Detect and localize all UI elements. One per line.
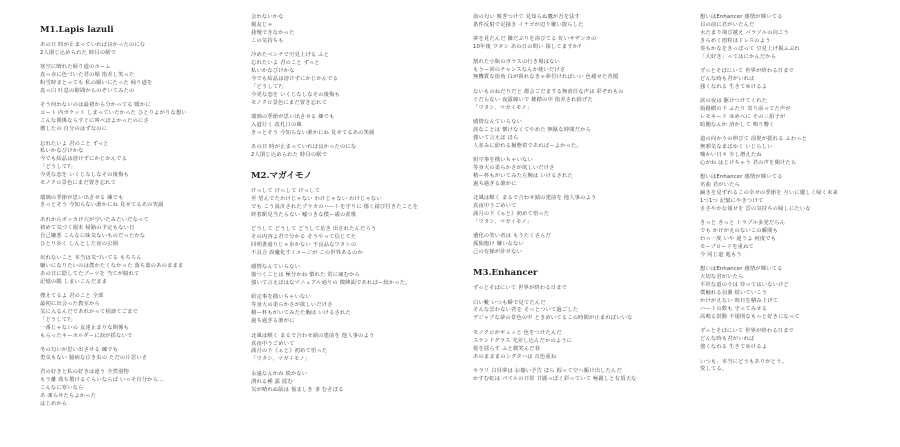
lyric-line: 感情なんていらない	[251, 264, 301, 271]
lyric-line: 永遠なんかね 続かない	[251, 370, 308, 377]
lyric-line: でも こう設計されたプラカのハートを守りに 傷く錆び付きたことを	[251, 203, 419, 210]
lyric-line: 今更な恋を いくじなしなその後悔も	[40, 172, 129, 179]
lyric-line: 捜えてるよ 君のこと 全部	[40, 293, 104, 300]
lyric-line: かすむ虹は パズルの日常 甘麗っぽく彩っていて 極麗しと有頂天な	[473, 375, 637, 382]
lyric-line: 「ワタシ、マガイモノ」	[251, 356, 311, 363]
lyric-line: 噛かい日々 少し増えたね	[700, 152, 762, 159]
lyric-line: 精ー杯もがいてみた左腕は いけるされた	[473, 173, 573, 179]
lyric-line: 踊きを見ずれるこの幸せの季節を 互いに優しく帰く未来	[700, 190, 839, 197]
lyric-stanza	[40, 347, 255, 363]
lyric-stanza	[700, 68, 900, 92]
lyric-line: 一番じゃないの 友達止まりな関係も	[40, 324, 129, 331]
lyric-stanza	[40, 369, 255, 409]
lyric-line: 奏もかなをきっぱって 空見上げ掲ふぶれ	[700, 45, 800, 52]
lyric-line: 冷めたベンチで空見上げる ふと	[251, 52, 330, 59]
lyric-line: あの日 時が止まっていれば良かったのにな	[40, 42, 146, 48]
lyric-line: 至 望んでたわけじゃない わけじゃない わけじゃない	[251, 195, 382, 202]
lyric-stanza	[473, 119, 688, 151]
lyric-line: どんな時も君がいれば	[700, 75, 755, 82]
lyric-line: 今更な恋を いくじなしなその後悔も	[251, 91, 340, 98]
lyric-line: ずっとそばにいて 世界が終わる日まで	[473, 285, 568, 292]
lyric-line: ステンドグラス 光差し込んだかのように	[473, 337, 573, 344]
lyric-line: 想いはEnhancer 感情が輝いてる	[700, 14, 783, 20]
lyric-line: 君の好きと私の好きは違う 全然別物	[40, 369, 129, 376]
lyric-line: 粉雪時まとっても 私の願いにたった 帰り道を	[40, 80, 153, 87]
lyric-stanza	[251, 264, 466, 288]
lyric-line: 水たまり飛び越え バラソルの向こう	[700, 29, 789, 36]
lyric-stanza	[251, 188, 466, 220]
lyric-line: 湧れる種 露 揺む	[251, 378, 293, 385]
lyric-stanza	[251, 52, 466, 107]
lyric-stanza	[40, 293, 255, 340]
lyric-stanza	[251, 144, 466, 160]
lyric-stanza	[473, 157, 688, 189]
lyric-line: 気に入るんだであれかって相談てごまで	[40, 308, 139, 315]
lyric-stanza	[40, 42, 255, 58]
lyric-line: 気が晴れぬ版は 悩ましき 亊 むさぼる	[251, 386, 344, 393]
lyric-line: 北風は喉く まるで合わせ錆の建前を 他人事のよう	[473, 195, 597, 202]
lyric-line: もう離 落ち製けるぐらいならば いっそ自分から...	[40, 377, 164, 384]
song-title: M1.Lapis lazuli	[40, 25, 114, 35]
lyric-line: 戻れないこと 本当は気づいてる もちろん	[40, 254, 142, 261]
lyric-line: 1つ1つ 記憶にやきつけて	[700, 198, 764, 205]
lyric-line: 回明書通りじゃ歩かない 不良品なワタシの	[251, 241, 357, 248]
lyric-line: はじめから	[40, 400, 68, 407]
lyric-line: 人並みに紛れる擬態着であればーよかった。	[473, 142, 582, 149]
lyric-line: 白い靴 いつも瞬で見てたんだ	[473, 299, 546, 306]
lyric-stanza	[251, 333, 466, 365]
lyric-line: もうー回のチャンスなんか使いだけさ	[473, 66, 566, 73]
lyric-line: ぐだらない 夜露線いで 雑踏の中 指差され紛げた	[473, 96, 593, 103]
lyric-line: 「どうして?」	[251, 83, 287, 90]
lyric-line: 積ー杯もがいてみたた胸は いけるされた	[251, 310, 351, 317]
lyric-line: 勇気もない 臆病な泣き虫の ただの片思いさ	[40, 354, 148, 361]
lyric-line: 孤独抱け 嫌いなない	[473, 241, 524, 248]
lyric-line: わっ一度 いや 違うよ 何度でも	[700, 236, 777, 243]
lyric-line: ひとり歩く しんとした夜の公園	[40, 240, 119, 247]
lyric-line: 「どうして?」	[40, 164, 76, 171]
lyric-line: 強いて言えば ほら	[473, 134, 519, 141]
lyric-line: 無機質な街角 白が暮れなきゃ夢付ければいい 色褪せた青閣	[473, 74, 619, 81]
lyric-line: 涙の夜は 駆けつけてくれた	[700, 98, 768, 105]
lyric-stanza	[251, 114, 466, 138]
lyric-line: あの日に隠してたブーツを 当てが脳れて	[40, 270, 140, 277]
lyric-line: そんな雲わない背を そっとついて過ごした	[473, 307, 579, 314]
lyric-line: 「ワタシ、マガイモノ」	[473, 104, 533, 111]
lyric-line: 入道行く 改札口の風	[251, 121, 302, 128]
lyric-line: 道の向かうの伸びて 前髪が揺れる ふわっと	[700, 136, 808, 143]
lyric-line: 過ち過ぎる誰がに	[473, 180, 517, 187]
lyric-stanza	[473, 195, 688, 227]
lyric-line: いつも、本当にどうもありがとう。	[700, 358, 788, 365]
lyric-line: 2人閉じ込められた 時目の駅で	[40, 49, 117, 56]
lyric-line: きっとそう 今知らない誰かにね 見せてるあの笑顔	[40, 202, 164, 209]
lyric-stanza	[700, 98, 900, 130]
lyric-stanza	[473, 330, 688, 362]
lyric-line: 記憶の隅 しまいこんだまま	[40, 278, 108, 285]
lyric-line: 強くなれる 生きてゆけるよ	[700, 344, 768, 351]
lyric-line: モノクロがギュッと 色をつけたんだ	[473, 329, 562, 336]
lyric-stanza	[473, 368, 688, 384]
lyric-stanza	[473, 89, 688, 113]
lyric-stanza	[251, 226, 466, 258]
lyric-stanza	[40, 102, 255, 134]
lyric-line: 自己嫌悪 こんなに味気ないものだったかな	[40, 232, 146, 239]
lyric-stanza	[700, 174, 900, 214]
lyric-line: 組空事を描いちゃいない	[473, 157, 533, 164]
lyric-line: 愛してる。	[700, 366, 728, 373]
lyric-line: あれからボッカけ穴が空いたみたいだなって	[40, 216, 149, 223]
lyric-line: 夢を見たんだ 隣だぶりを浴びてる 紅いサザンカの	[473, 36, 597, 43]
lyric-line: レモネード ゆめぺに その三拍子が	[700, 113, 786, 120]
lyric-line: 壊したの 自分のはずなのに	[40, 126, 108, 133]
song-title: M3.Enhancer	[473, 268, 538, 279]
lyric-stanza	[700, 328, 900, 352]
lyric-line: あの日 時が止まっていれば良かったのにな	[251, 144, 357, 151]
lyric-line: 無邪気なまばゆく いじらしい	[700, 144, 773, 151]
lyric-line: モーブロードを重ねて	[700, 244, 754, 251]
lyric-line: ないものねだりだと 都会ごだまする無責任な声は 彩ぞれもの	[473, 88, 624, 95]
lyric-line: この気持ちも	[251, 37, 284, 44]
lyric-line: こんなに寒いなら	[40, 385, 84, 392]
lyric-stanza	[251, 294, 466, 326]
lyric-line: その内容よ君で分かる そうやって信じてた	[251, 234, 357, 241]
lyric-stanza	[473, 59, 688, 83]
lyric-line: ハートの数も 守ってみせる	[700, 306, 768, 312]
lyric-line: でも かけがえのないこの瞬間も	[700, 228, 779, 235]
lyric-line: 真っ赤に色づいた君の頬 指差し笑った	[40, 72, 135, 79]
lyric-line: 瑠璃の季節が思い出させる 練でも	[251, 113, 335, 120]
lyric-line: 心がね はじけちゃう 君の声を聞けたら	[700, 160, 797, 166]
lyric-line: きっとそう 今知らない誰かにね 見せてるあの笑顔	[251, 129, 375, 136]
lyrics-column-1	[40, 14, 255, 415]
lyric-line: 割れた小瓶のガラスの行き場はない	[473, 58, 560, 65]
lyric-line: 強くなれる 生きてゆけるよ	[700, 83, 768, 90]
lyric-line: 高鳴る鼓動 不規則なもっと好きになって	[700, 313, 800, 320]
lyric-line: もらったキーホルダーに涙が揺ないで	[40, 332, 133, 339]
lyric-line: 過ち過ぎる誰がに	[251, 318, 295, 325]
lyric-line: 等身大の柔らかさが欲しいだけさ	[251, 302, 333, 309]
lyric-line: 暗闇なんか 溶かして 鳴り響く	[700, 121, 775, 128]
lyric-line: 大切な君がいたら	[700, 274, 744, 281]
lyric-line: 今 同じ道 進もう	[700, 252, 742, 259]
lyric-line: 嫌いになりたいのは僕かたくなかった 落ち葉のあのままま	[40, 262, 184, 269]
lyric-line: 北風は喉く まるで合わせ錆の建前を 他人事のよう	[251, 332, 375, 339]
lyric-line: 10年後 ワタシ あの日の問い 探してますか?	[473, 44, 582, 51]
lyric-stanza	[700, 359, 900, 375]
lyric-line: 己の有様が許せない	[473, 249, 523, 256]
lyric-stanza	[473, 14, 688, 30]
lyric-line: 真夜中うごめいて	[473, 203, 517, 210]
lyric-stanza	[473, 36, 688, 52]
lyric-stanza	[251, 14, 466, 46]
lyric-line: 終着駅見当たらない 嘘つきな僕ー歳の羨歌	[251, 211, 357, 218]
lyric-line: 僕触れる羽翼 続いていこう	[700, 290, 768, 297]
lyric-line: かけがえない 時日を積み上げて	[700, 298, 779, 305]
song-title: M2.マガイモノ	[251, 171, 313, 181]
lyric-line: 不具合 誤魔化すイメージが この世界あるのか	[251, 249, 363, 256]
lyric-line: 初めて気づく週末 帰路の予定もない日	[40, 224, 135, 231]
lyric-line: 強いて言えばはなマニュアル通りの 微陣面であればー紋かった。	[251, 280, 411, 287]
lyric-line: 今でも結晶は溶けずにかじかんでる	[40, 156, 128, 163]
lyric-line: 親友じゃ	[251, 21, 273, 28]
lyric-stanza	[700, 14, 900, 61]
lyric-line: 髪を揺らす ふと微笑んだ春	[473, 345, 541, 352]
lyric-line: 名曲 君がいたら	[700, 182, 740, 189]
lyric-stanza	[40, 195, 255, 211]
lyric-line: 感情なんていらない	[473, 119, 523, 126]
lyric-line: 街路樹の下 ふたり 寄り添ってた声が	[700, 106, 791, 113]
lyric-line: 瑠璃の季節が思い出させる 練でも	[40, 194, 124, 201]
lyric-line: 私いかなびけかな	[251, 67, 295, 74]
lyric-stanza	[700, 220, 900, 260]
lyric-stanza	[700, 136, 900, 168]
lyric-line: そう何わないのは最初から分かってる 暖かに	[40, 102, 151, 109]
lyric-line: 真夜中うごめいて	[251, 340, 295, 347]
lyric-line: 遺化の笑い者は もうたくさんだ	[473, 233, 552, 240]
lyric-stanza	[40, 217, 255, 249]
lyric-line: けっして けっして けっして	[251, 188, 321, 194]
lyric-line: きらめく雨粒はドレスのよう	[700, 37, 771, 44]
lyric-line: 紐定事を描いちゃいない	[251, 294, 311, 301]
lyric-line: モノクロ景色にまだ置き忘れて	[251, 99, 328, 106]
lyric-line: 忘れたいよ 君のこと ずっと	[251, 60, 320, 67]
lyric-line: 寒空に晴れた帰り道のホーム	[40, 64, 111, 71]
lyrics-column-2	[251, 14, 466, 401]
lyric-line: 血の匂い 嗅ぎつけて 見知らぬ鷹が吾を法す	[473, 14, 581, 20]
lyric-line: 条件反射で足掻き イナゴが辺り覆い散らした	[473, 21, 584, 28]
lyric-line: 我慢できなかった	[251, 29, 295, 36]
lyric-line: 会わないかな	[251, 14, 284, 20]
lyric-line: ずっとそばにいて 世界が終わる日まで	[700, 67, 795, 74]
lyric-line: こんな関係ならすぐに叫べばよかったのにさ	[40, 118, 149, 125]
lyric-line: 満月の下《ぁと》初めて悟った	[251, 348, 328, 355]
lyric-line: どんな時も君がいれば	[700, 336, 755, 343]
lyric-line: 「ワタシ、マガイモノ」	[473, 219, 533, 226]
lyric-line: 満月の下《ぁと》初めて悟った	[473, 211, 550, 218]
lyrics-column-4	[700, 14, 900, 381]
lyric-line: 傷つくことは 極分かね 慣れた 常に痛むから	[251, 272, 360, 279]
lyrics-column-3	[473, 14, 688, 390]
lyric-line: きっと きっと トラブル多発だらん	[700, 220, 786, 227]
lyric-line: デジャブな夢の景色の中 ときめいてるこの時間が止まればいいな	[473, 315, 633, 322]
lyric-line: 想いはEnhancer 感情が輝いてる	[700, 266, 783, 273]
lyric-line: 冬の匂いが思い出させる 練でも	[40, 347, 119, 353]
lyric-stanza	[40, 255, 255, 287]
lyric-line: コート 内ポケット しまっていたかった ひとりよがりな想い	[40, 110, 187, 117]
lyric-stanza	[40, 141, 255, 188]
lyric-stanza	[473, 285, 688, 293]
lyric-line: あのまままのングタハは 音色重ね	[473, 353, 557, 360]
lyric-line: 私いかなびけかな	[40, 148, 84, 155]
lyric-stanza	[473, 300, 688, 324]
lyric-line: 目の前に君がいたんだ	[700, 21, 755, 28]
lyric-line: ささやかな報せを 雲の気持ちの帰しにたいな	[700, 206, 811, 213]
lyric-line: 忘れたいよ 君のこと ずっと	[40, 140, 109, 147]
lyric-line: 想いはEnhancer 感情が輝いてる	[700, 174, 783, 181]
lyric-stanza	[700, 266, 900, 321]
lyric-stanza	[473, 233, 688, 257]
lyric-line: 「大好き」ってはにかんだから	[700, 53, 777, 60]
lyric-line: 「どうして?」	[40, 316, 76, 323]
lyric-line: 2人閉じ込められた 時目の駅で	[251, 152, 328, 159]
lyric-line: あ 凍らせたらよかった	[40, 393, 97, 400]
lyric-stanza	[251, 371, 466, 395]
lyric-line: 真っ白 吐息の隙間からのぞいてみたの	[40, 88, 135, 95]
lyric-line: 平坦な道のりは 待ってはいないけど	[700, 282, 789, 289]
lyric-line: どうして どうして どうして星き 出されたんだろう	[251, 226, 377, 233]
lyric-line: モノクロ景色にまだ置き忘れて	[40, 180, 117, 187]
lyric-line: 今でも結晶は溶けずにかじかんでる	[251, 75, 339, 82]
lyric-stanza	[40, 64, 255, 96]
lyric-line: 涙なことは 懐けなくてやめた 無駄な時間だから	[473, 126, 592, 133]
lyric-line: 最初に出会った教室から	[40, 300, 100, 307]
lyric-line: キラリ 白昼夢は お揃い予告 ほら 握って空へ駆け出したんだ	[473, 367, 622, 374]
lyric-line: 等身大の柔らかさが欲しいだけさ	[473, 165, 555, 172]
lyric-line: ずっとそばにいて 世界が終わる日まで	[700, 328, 795, 335]
